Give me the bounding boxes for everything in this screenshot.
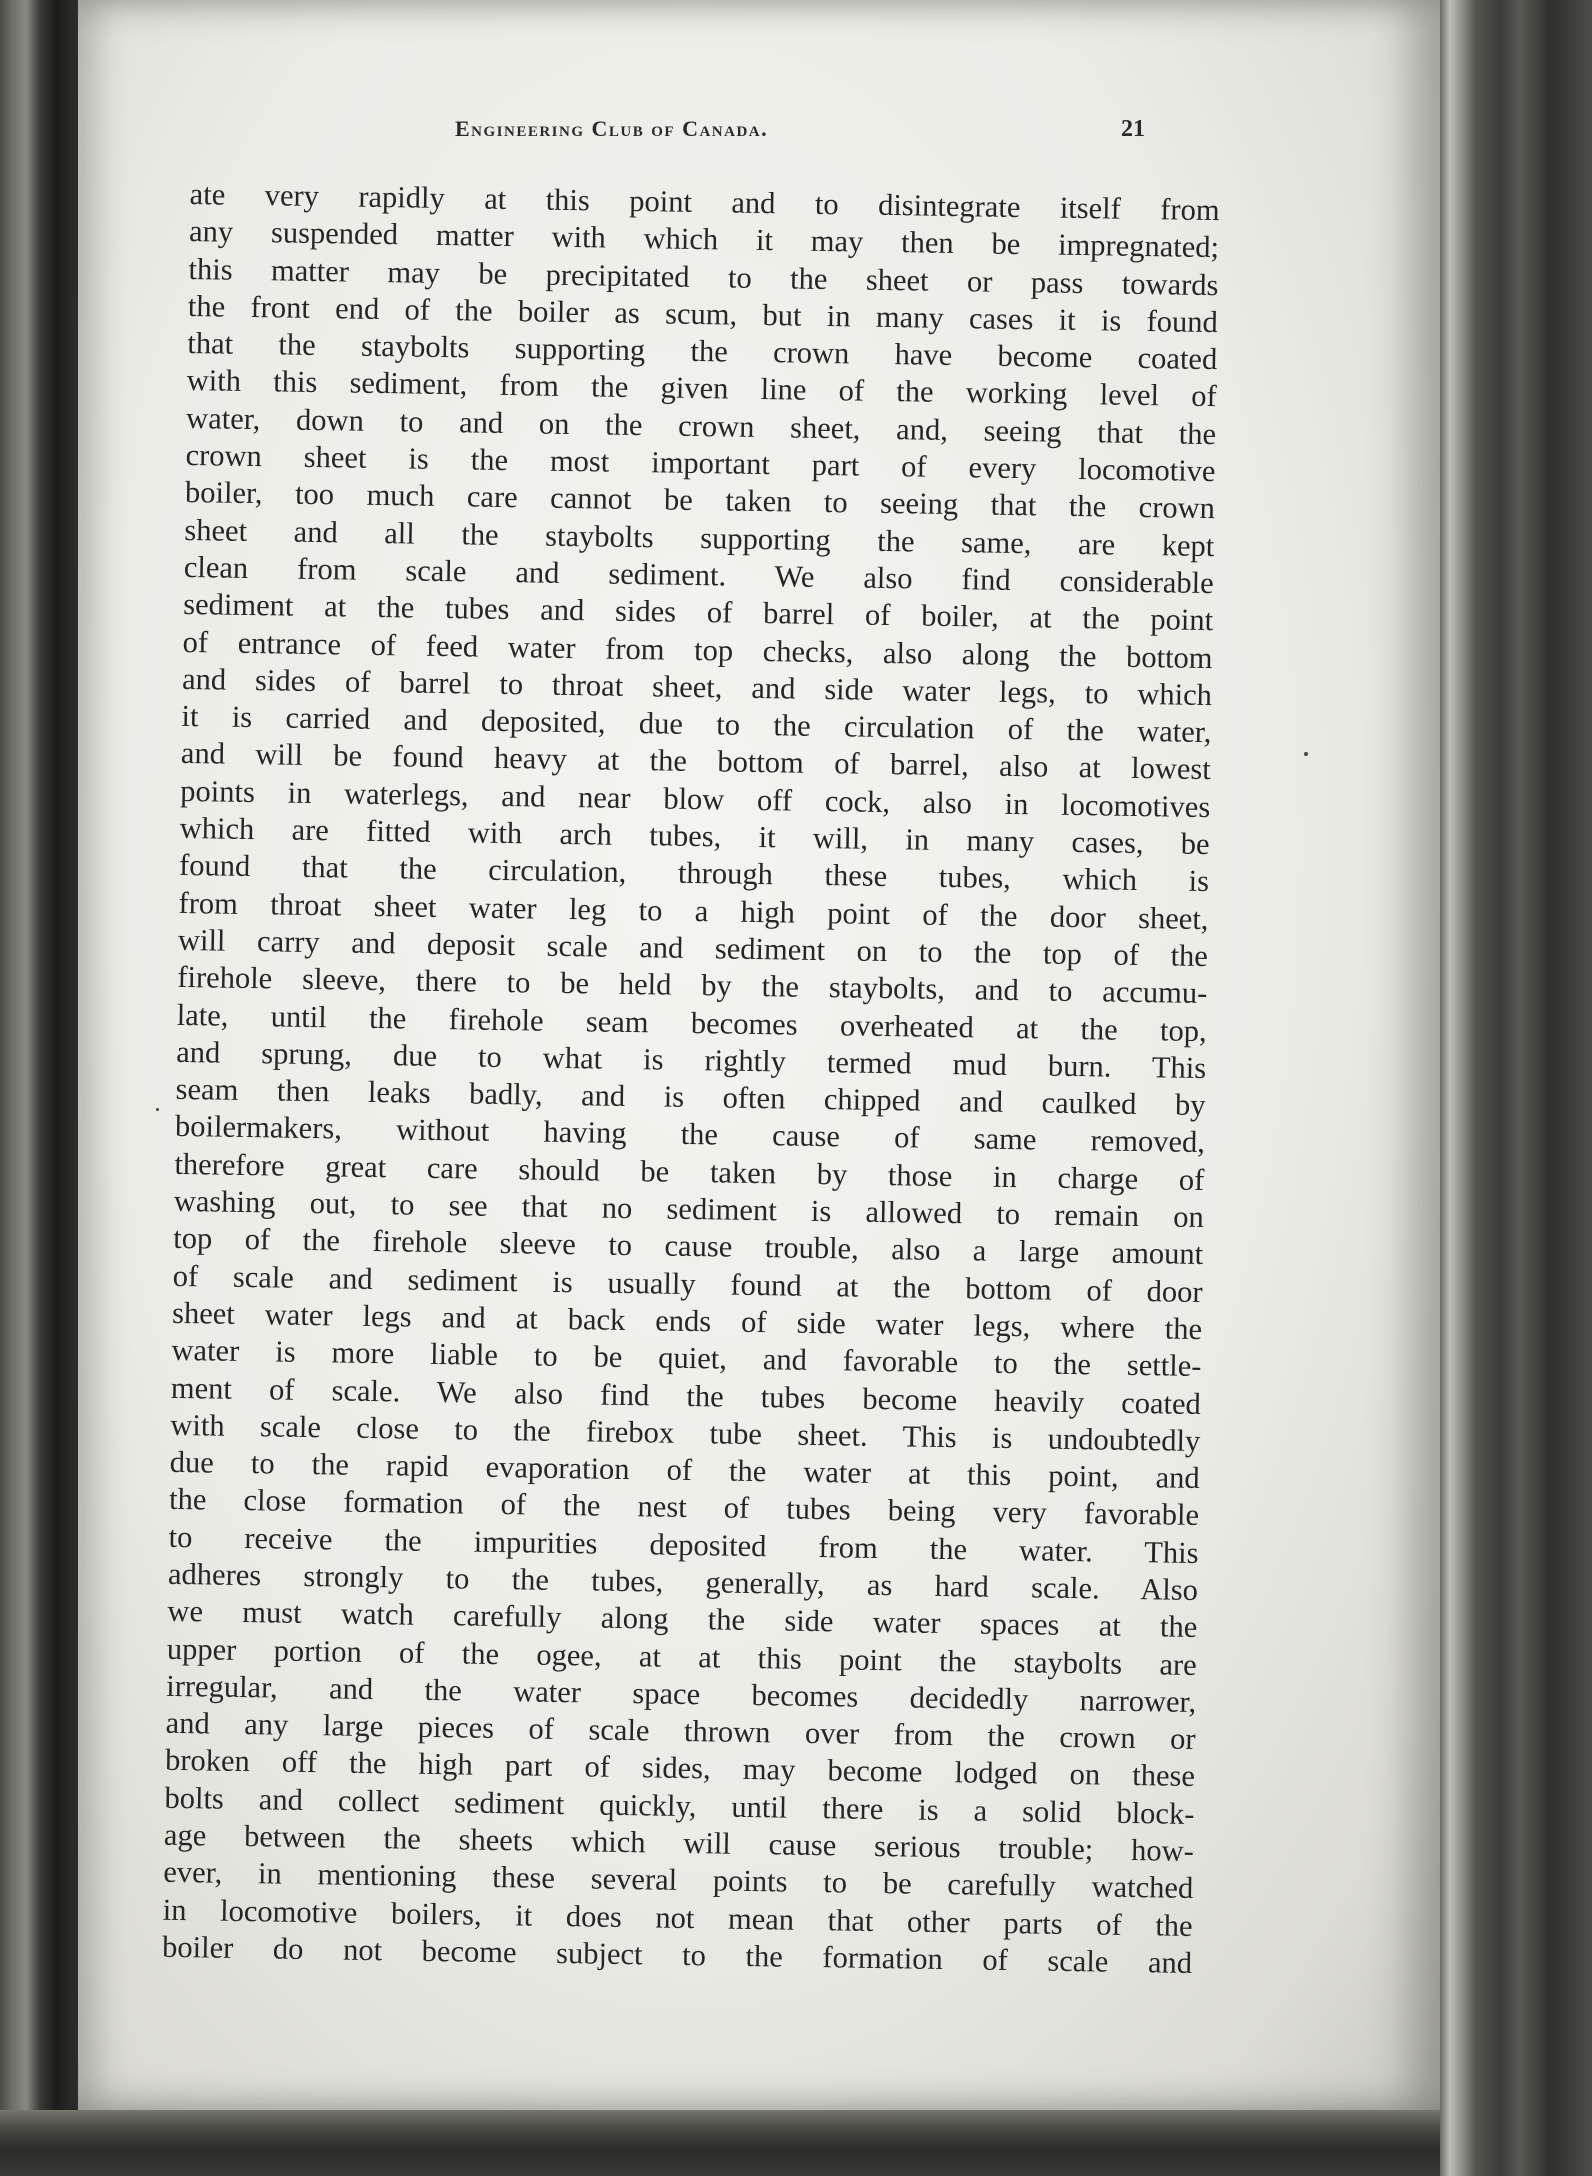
text-line: crown sheet is the most important part of every locomotive (185, 438, 1216, 489)
text-line: and will be found heavy at the bottom of barrel, also at lowest (180, 736, 1212, 787)
text-line: upper portion of the ogee, at at this point the staybolts are (166, 1631, 1198, 1682)
dust-speck (156, 1108, 159, 1111)
text-line: top of the firehole sleeve to cause trouble, also a large amount (173, 1221, 1204, 1272)
text-line: in locomotive boilers, it does not mean that other parts of the (162, 1892, 1193, 1943)
page-number: 21 (1121, 116, 1145, 142)
text-line: water is more liable to be quiet, and favorable to the settle- (171, 1333, 1202, 1384)
body-text (162, 176, 1220, 1982)
book-binding-edge (1440, 0, 1592, 2176)
text-line: found that the circulation, through these tubes, which is (178, 848, 1210, 899)
text-line: therefore great care should be taken by those in charge of (174, 1146, 1205, 1197)
text-line: adheres strongly to the tubes, generally, as hard scale. Also (167, 1556, 1199, 1607)
text-line: from throat sheet water leg to a high point of the door sheet, (178, 885, 1209, 936)
text-line: bolts and collect sediment quickly, until there is a solid block- (164, 1780, 1195, 1831)
text-line: firehole sleeve, there to be held by the staybolts, and to accumu- (177, 960, 1208, 1011)
text-line: which are fitted with arch tubes, it will, in many cases, be (179, 810, 1210, 862)
text-line: seam then leaks badly, and is often chipped and caulked by (175, 1072, 1206, 1123)
text-line: of scale and sediment is usually found at the bottom of door (172, 1258, 1203, 1309)
text-line: the front end of the boiler as scum, but in many cases it is found (187, 288, 1219, 340)
text-line: irregular, and the water space becomes decidedly narrower, (166, 1668, 1197, 1719)
text-line: any suspended matter with which it may then be impregnated; (188, 214, 1220, 265)
text-line: boilermakers, without having the cause of same removed, (174, 1109, 1206, 1160)
text-line: the close formation of the nest of tubes being very favorable (168, 1482, 1200, 1533)
text-line: clean from scale and sediment. We also find considerable (183, 549, 1214, 601)
running-head: Engineering Club of Canada. (455, 116, 769, 141)
text-line: it is carried and deposited, due to the circulation of the water, (181, 699, 1212, 750)
text-line: boiler, too much care cannot be taken to seeing that the crown (184, 475, 1216, 526)
text-line: this matter may be precipitated to the sheet or pass towards (188, 251, 1219, 302)
text-line: and sides of barrel to throat sheet, and side water legs, to which (181, 661, 1213, 712)
text-line: with scale close to the firebox tube sheet. This is undoubtedly (170, 1407, 1201, 1458)
text-line: boiler do not become subject to the formation of scale and (161, 1929, 1193, 1980)
text-line: with this sediment, from the given line of the working level of (186, 363, 1217, 414)
text-line: will carry and deposit scale and sediment on to the top of the (177, 922, 1209, 974)
text-line: and sprung, due to what is rightly termed mud burn. This (175, 1034, 1207, 1085)
text-line: sediment at the tubes and sides of barrel of boiler, at the point (183, 587, 1214, 638)
previous-page-edge (0, 0, 78, 2176)
text-line: ever, in mentioning these several points to be carefully watched (163, 1855, 1194, 1906)
text-line: late, until the firehole seam becomes overheated at the top, (176, 997, 1207, 1048)
page-header (455, 116, 1145, 142)
text-line: and any large pieces of scale thrown over from the crown or (165, 1705, 1196, 1757)
text-line: washing out, to see that no sediment is allowed to remain on (173, 1183, 1205, 1235)
page-bottom-edge (0, 2110, 1440, 2176)
text-line: ment of scale. We also find the tubes become heavily coated (170, 1370, 1202, 1421)
text-line: water, down to and on the crown sheet, and, seeing that the (185, 400, 1217, 451)
text-line: due to the rapid evaporation of the water at this point, and (169, 1444, 1200, 1496)
dust-speck (1304, 752, 1308, 756)
text-line: to receive the impurities deposited from the water. This (168, 1519, 1199, 1570)
text-line: that the staybolts supporting the crown have become coated (187, 326, 1218, 377)
text-line: ate very rapidly at this point and to disintegrate itself from (189, 176, 1220, 228)
text-line: broken off the high part of sides, may become lodged on these (164, 1743, 1196, 1794)
text-line: we must watch carefully along the side water spaces at the (167, 1594, 1198, 1645)
text-line: sheet water legs and at back ends of side water legs, where the (171, 1295, 1203, 1346)
text-line: age between the sheets which will cause serious trouble; how- (163, 1817, 1195, 1869)
text-line: sheet and all the staybolts supporting the same, are kept (184, 512, 1215, 563)
text-line: of entrance of feed water from top checks, also along the bottom (182, 624, 1213, 675)
text-line: points in waterlegs, and near blow off cock, also in locomotives (180, 773, 1211, 824)
